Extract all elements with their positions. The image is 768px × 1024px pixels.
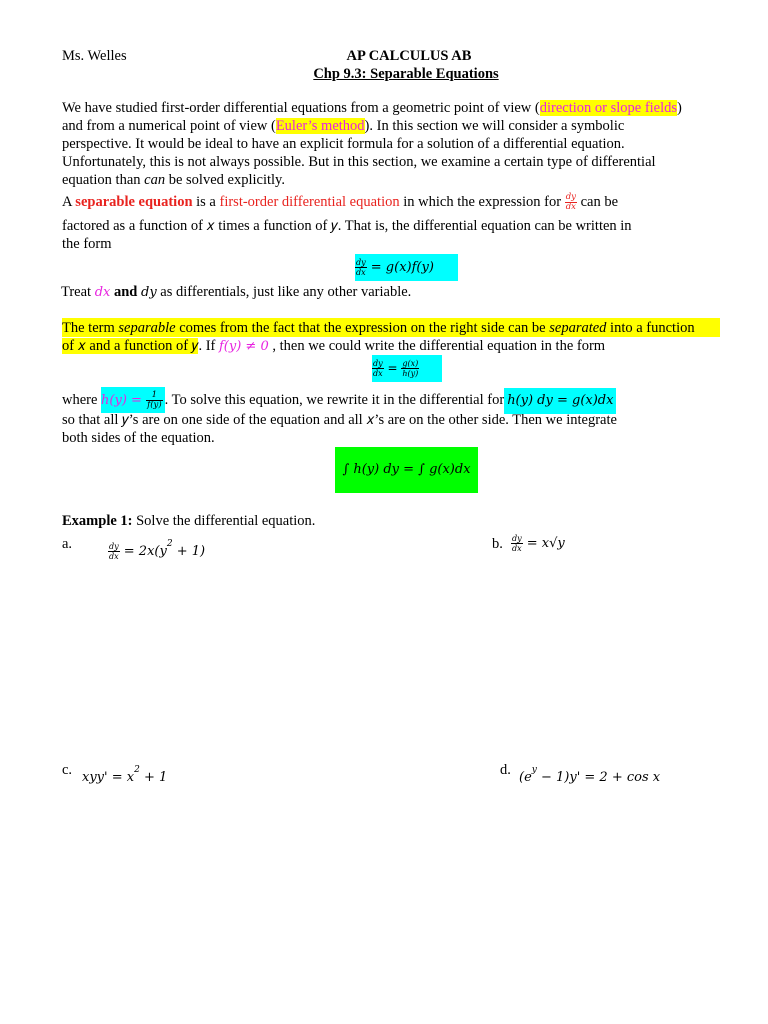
treat-differentials-line: Treat 𝑑𝑥 and 𝑑𝑦 as differentials, just like any other variable. [61,284,412,300]
definition-line-1: A separable equation is a first-order differential equation in which the expression for $\frac{\text{𝑑𝑦}}{\text{𝑑𝑥}}$ can be [62,192,619,213]
problem-b-label: b. [492,536,503,552]
separable-equation-term: separable equation [75,194,193,210]
separable-form-equation: $\frac{\text{𝑑𝑦}}{\text{𝑑𝑥}}$ = 𝑔(𝑥)𝑓(𝑦) [355,254,458,281]
problem-a-equation: $\frac{\text{𝑑𝑦}}{\text{𝑑𝑥}}$ = 2𝑥(𝑦$^2$ + 1) [109,539,206,561]
so-that-line-2: both sides of the equation. [62,430,215,446]
separated-form-equation: $\frac{\text{𝑑𝑦}}{\text{𝑑𝑥}}$ = $\frac{\text{𝑔(𝑥)}}{\text{ℎ(𝑦)}}$ [372,355,442,382]
problem-d-label: d. [500,762,511,778]
teacher-name: Ms. Welles [62,48,127,64]
where-line: where ℎ(𝑦) = $\frac{1}{\text{𝑓(𝑦)}}$ . To solve this equation, we rewrite it in the differential for ℎ(𝑦) 𝑑𝑦 = 𝑔(𝑥)𝑑𝑥 [62,387,616,414]
differential-form-equation: ℎ(𝑦) 𝑑𝑦 = 𝑔(𝑥)𝑑𝑥 [504,388,616,414]
intro-line-2: and from a numerical point of view (Euler’s method). In this section we will consider a symbolic [62,118,625,134]
intro-line-4: Unfortunately, this is not always possible. But in this section, we examine a certain type of differential [62,154,656,170]
problem-d-equation: (𝑒$^𝑦$ − 1)𝑦' = 2 + 𝑐𝑜𝑠 𝑥 [519,765,661,785]
intro-line-5: equation than can be solved explicitly. [62,172,285,188]
integral-equation: ∫ ℎ(𝑦) 𝑑𝑦 = ∫ 𝑔(𝑥)𝑑𝑥 [335,447,478,493]
problem-b-equation: $\frac{\text{𝑑𝑦}}{\text{𝑑𝑥}}$ = 𝑥√𝑦 [512,534,565,553]
problem-a-label: a. [62,536,73,552]
example-heading: Example 1: Solve the differential equation. [62,513,316,529]
course-title: AP CALCULUS AB [346,48,472,64]
dy-dx-fraction: $\frac{\text{𝑑𝑦}}{\text{𝑑𝑥}}$ [565,192,576,213]
separable-line-2: of 𝑥 and a function of 𝑦. If 𝑓(𝑦) ≠ 0 , then we could write the differential equation in the form [62,338,606,354]
intro-line-1: We have studied first-order differential equations from a geometric point of view (direction or slope fields) [62,100,682,116]
so-that-line-1: so that all 𝑦’s are on one side of the equation and all 𝑥’s are on the other side. Then we integrate [62,412,617,428]
problem-c-equation: 𝑥𝑦𝑦' = 𝑥$^2$ + 1 [82,765,168,785]
intro-line-3: perspective. It would be ideal to have an explicit formula for a solution of a differential equation. [62,136,625,152]
separable-line-1: The term separable comes from the fact that the expression on the right side can be separated into a function [62,320,695,336]
euler-method-highlight: Euler’s method [275,118,365,134]
definition-line-2: factored as a function of 𝑥 times a function of 𝑦. That is, the differential equation can be written in [62,218,632,234]
slope-fields-highlight: direction or slope fields [539,100,678,116]
problem-c-label: c. [62,762,73,778]
chapter-title: Chp 9.3: Separable Equations [313,66,499,82]
definition-line-3: the form [62,236,112,252]
